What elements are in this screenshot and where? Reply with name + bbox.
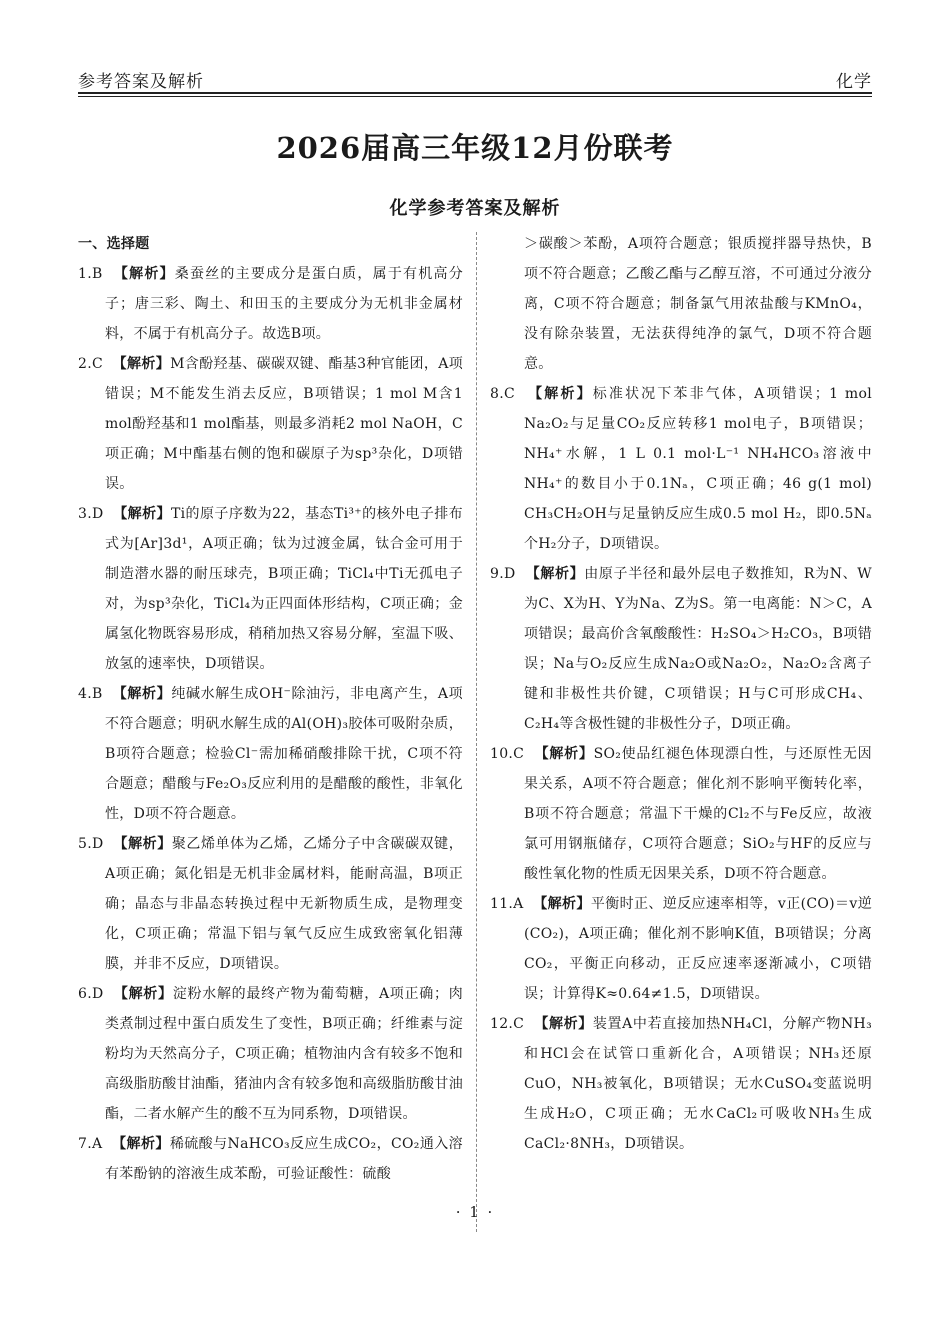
answer-text: 聚乙烯单体为乙烯，乙烯分子中含碳碳双键，A项正确；氮化铝是无机非金属材料，能耐高温，B项正确；晶态与非晶态转换过程中无新物质生成，是物理变化，C项正确；常温下铝与氧气反应生成致密氧化铝薄膜，并非不反应，D项错误。 [105, 836, 463, 972]
answer-item [78, 829, 463, 979]
answer-number: 2.C [78, 356, 103, 372]
answer-item [78, 979, 463, 1129]
analysis-tag: 【解析】 [112, 686, 172, 702]
analysis-tag: 【解析】 [113, 986, 173, 1002]
answer-text: M含酚羟基、碳碳双键、酯基3种官能团，A项错误；M不能发生消去反应，B项错误；1 mol M含1 mol酚羟基和1 mol酯基，则最多消耗2 mol NaOH，C项正确；M中酯基右侧的饱和碳原子为sp³杂化，D项错误。 [105, 356, 463, 492]
answer-item [78, 349, 463, 499]
answer-item [78, 259, 463, 349]
answer-text: SO₂使品红褪色体现漂白性，与还原性无因果关系，A项不符合题意；催化剂不影响平衡转化率，B项不符合题意；常温下干燥的Cl₂不与Fe反应，故液氯可用钢瓶储存，C项符合题意；SiO₂与HF的反应与酸性氧化物的性质无因果关系，D项不符合题意。 [524, 746, 872, 882]
analysis-tag: 【解析】 [113, 266, 175, 282]
answer-number: 1.B [78, 266, 103, 282]
answer-item [78, 679, 463, 829]
column-divider [476, 232, 477, 1232]
answer-number: 4.B [78, 686, 103, 702]
answer-number: 7.A [78, 1136, 103, 1152]
answer-item [78, 1129, 463, 1189]
page-title: 2026届高三年级12月份联考 [276, 131, 674, 165]
answer-item [78, 499, 463, 679]
answer-number: 3.D [78, 506, 104, 522]
answer-text: 由原子半径和最外层电子数推知，R为N、W为C、X为H、Y为Na、Z为S。第一电离能：N＞C，A项错误；最高价含氧酸酸性：H₂SO₄＞H₂CO₃，B项错误；Na与O₂反应生成Na₂O或Na₂O₂，Na₂O₂含离子键和非极性共价键，C项错误；H与C可形成CH₄、C₂H₄等含极性键的非极性分子，D项正确。 [524, 566, 872, 732]
answer-text: 桑蚕丝的主要成分是蛋白质，属于有机高分子；唐三彩、陶土、和田玉的主要成分为无机非金属材料，不属于有机高分子。故选B项。 [105, 266, 463, 342]
header-rule-thick [78, 92, 872, 94]
analysis-tag: 【解析】 [533, 896, 591, 912]
analysis-tag: 【解析】 [528, 386, 593, 402]
answer-number: 6.D [78, 986, 104, 1002]
answer-text: 淀粉水解的最终产物为葡萄糖，A项正确；肉类煮制过程中蛋白质发生了变性，B项正确；纤维素与淀粉均为天然高分子，C项正确；植物油内含有较多不饱和高级脂肪酸甘油酯，猪油内含有较多饱和高级脂肪酸甘油酯，二者水解产生的酸不互为同系物，D项错误。 [105, 986, 463, 1122]
analysis-tag: 【解析】 [113, 506, 171, 522]
analysis-tag: 【解析】 [534, 746, 594, 762]
answer-number: 5.D [78, 836, 104, 852]
continued-answer-text: ＞碳酸＞苯酚，A项符合题意；银质搅拌器导热快，B项不符合题意；乙酸乙酯与乙醇互溶，不可通过分液分离，C项不符合题意；制备氯气用浓盐酸与KMnO₄，没有除杂装置，无法获得纯净的氯气，D项不符合题意。 [524, 236, 872, 372]
analysis-tag: 【解析】 [112, 1136, 170, 1152]
answer-number: 9.D [490, 566, 516, 582]
page-subtitle: 化学参考答案及解析 [389, 198, 561, 219]
header-left: 参考答案及解析 [78, 72, 204, 92]
analysis-tag: 【解析】 [113, 836, 172, 852]
answer-number: 10.C [490, 746, 525, 762]
answer-text: 稀硫酸与NaHCO₃反应生成CO₂，CO₂通入溶有苯酚钠的溶液生成苯酚，可验证酸性：硫酸 [105, 1136, 463, 1182]
page-header [78, 58, 872, 92]
answer-text: 标准状况下苯非气体，A项错误；1 mol Na₂O₂与足量CO₂反应转移1 mol电子，B项错误；NH₄⁺水解，1 L 0.1 mol·L⁻¹ NH₄HCO₃溶液中NH₄⁺的数目小于0.1Nₐ，C项正确；46 g(1 mol) CH₃CH₂OH与足量钠反应生成0.5 mol H₂，即0.5Nₐ个H₂分子，D项错误。 [524, 386, 872, 552]
answer-item [490, 889, 872, 1009]
analysis-tag: 【解析】 [534, 1016, 593, 1032]
answer-number: 12.C [490, 1016, 525, 1032]
answer-number: 8.C [490, 386, 515, 402]
answer-item [490, 379, 872, 559]
analysis-tag: 【解析】 [525, 566, 585, 582]
answer-item [490, 559, 872, 739]
left-column [78, 229, 463, 1189]
answer-text: 纯碱水解生成OH⁻除油污，非电离产生，A项不符合题意；明矾水解生成的Al(OH)₃胶体可吸附杂质，B项符合题意；检验Cl⁻需加稀硝酸排除干扰，C项不符合题意；醋酸与Fe₂O₃反应利用的是醋酸的酸性，非氧化性，D项不符合题意。 [105, 686, 463, 822]
answer-item [490, 739, 872, 889]
answer-number: 11.A [490, 896, 524, 912]
answer-text: 平衡时正、逆反应速率相等，v正(CO)＝v逆(CO₂)，A项正确；催化剂不影响K值，B项错误；分离CO₂，平衡正向移动，正反应速率逐渐减小，C项错误；计算得K≈0.64≠1.5，D项错误。 [524, 896, 872, 1002]
answer-text: 装置A中若直接加热NH₄Cl，分解产物NH₃和HCl会在试管口重新化合，A项错误；NH₃还原CuO，NH₃被氧化，B项错误；无水CuSO₄变蓝说明生成H₂O，C项正确；无水CaCl₂可吸收NH₃生成CaCl₂·8NH₃，D项错误。 [524, 1016, 872, 1152]
right-answer-list [490, 379, 872, 1159]
left-answer-list [78, 259, 463, 1189]
header-rule-thin [78, 96, 872, 97]
page-number: · 1 · [455, 1203, 495, 1221]
answer-text: Ti的原子序数为22，基态Ti³⁺的核外电子排布式为[Ar]3d¹，A项正确；钛为过渡金属，钛合金可用于制造潜水器的耐压球壳，B项正确；TiCl₄中Ti无孤电子对，为sp³杂化，TiCl₄为正四面体形结构，C项正确；金属氢化物既容易形成，稍稍加热又容易分解，室温下吸、放氢的速率快，D项错误。 [105, 506, 463, 672]
right-column [490, 229, 872, 1159]
header-subject: 化学 [836, 72, 872, 92]
analysis-tag: 【解析】 [112, 356, 171, 372]
answer-item [490, 1009, 872, 1159]
section-title: 一、选择题 [78, 236, 150, 252]
